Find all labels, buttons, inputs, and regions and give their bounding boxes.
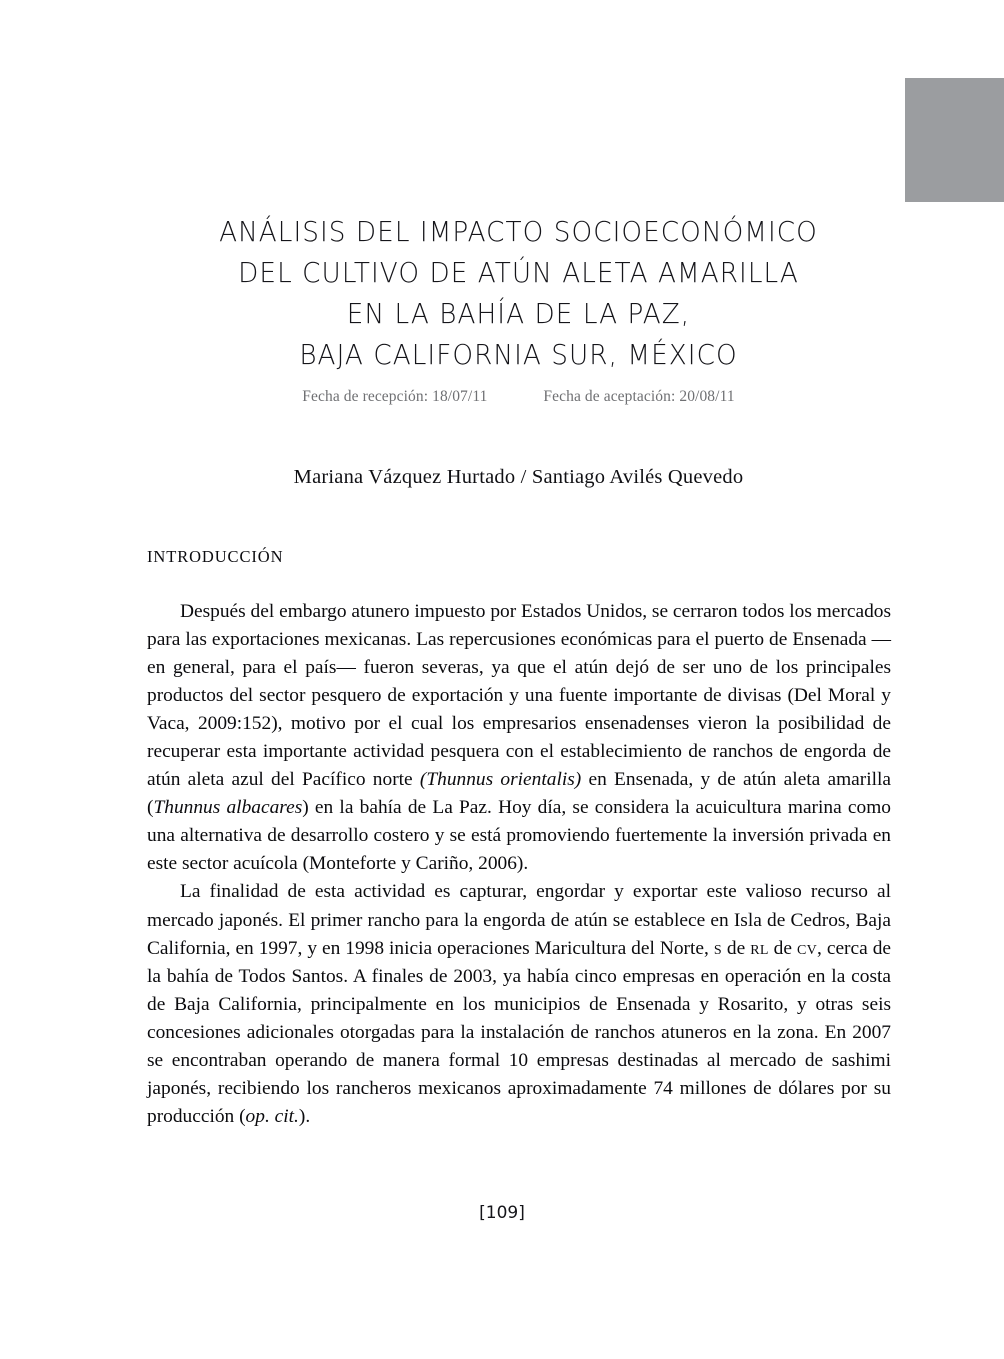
title-line-2: DEL CULTIVO DE ATÚN ALETA AMARILLA xyxy=(238,257,799,289)
paragraph-1: Después del embargo atunero impuesto por Estados Unidos, se cerraron todos los mercados para las exportaciones mexicanas. Las repercusiones económicas para el puerto de Ensenada —en general, para el país— fueron severas, ya que el atún dejó de ser uno de los principales productos del sector pesquero de exportación y una fuente importante de divisas (Del Moral y Vaca, 2009:152), motivo por el cual los empresarios ensenadenses vieron la posibilidad de recuperar esta importante actividad pesquera con el establecimiento de ranchos de engorda de atún aleta azul del Pacífico norte (Thunnus orientalis) en Ensenada, y de atún aleta amarilla (Thunnus albacares) en la bahía de La Paz. Hoy día, se considera la acuicultura marina como una alternativa de desarrollo costero y se está promoviendo fuertemente la inversión privada en este sector acuícola (Monteforte y Cariño, 2006). xyxy=(147,601,892,875)
submission-dates xyxy=(147,388,890,406)
section-heading-introduccion: INTRODUCCIÓN xyxy=(147,547,284,566)
author-line: Mariana Vázquez Hurtado / Santiago Avilés Quevedo xyxy=(293,466,744,488)
title-line-1: ANÁLISIS DEL IMPACTO SOCIOECONÓMICO xyxy=(219,216,818,248)
title-line-3: EN LA BAHÍA DE LA PAZ, xyxy=(346,298,691,330)
paragraph-2: La finalidad de esta actividad es capturar, engordar y exportar este valioso recurso al mercado japonés. El primer rancho para la engorda de atún se establece en Isla de Cedros, Baja California, en 1997, y en 1998 inicia operaciones Maricultura del Norte, s de rl de cv, cerca de la bahía de Todos Santos. A finales de 2003, ya había cinco empresas en operación en la costa de Baja California, principalmente en los municipios de Ensenada y Rosarito, y otras seis concesiones adicionales otorgadas para la instalación de ranchos atuneros en la zona. En 2007 se encontraban operando de manera formal 10 empresas destinadas al mercado de sashimi japonés, recibiendo los rancheros mexicanos aproximadamente 74 millones de dólares por su producción (op. cit.). xyxy=(147,881,892,1127)
acceptance-date: Fecha de aceptación: 20/08/11 xyxy=(543,388,735,405)
title-line-4: BAJA CALIFORNIA SUR, MÉXICO xyxy=(299,339,738,371)
body-text xyxy=(147,598,891,1131)
page-folio: [109] xyxy=(479,1203,525,1223)
article-title xyxy=(147,212,890,376)
decorative-corner-block xyxy=(905,78,1004,202)
reception-date: Fecha de recepción: 18/07/11 xyxy=(302,388,488,405)
